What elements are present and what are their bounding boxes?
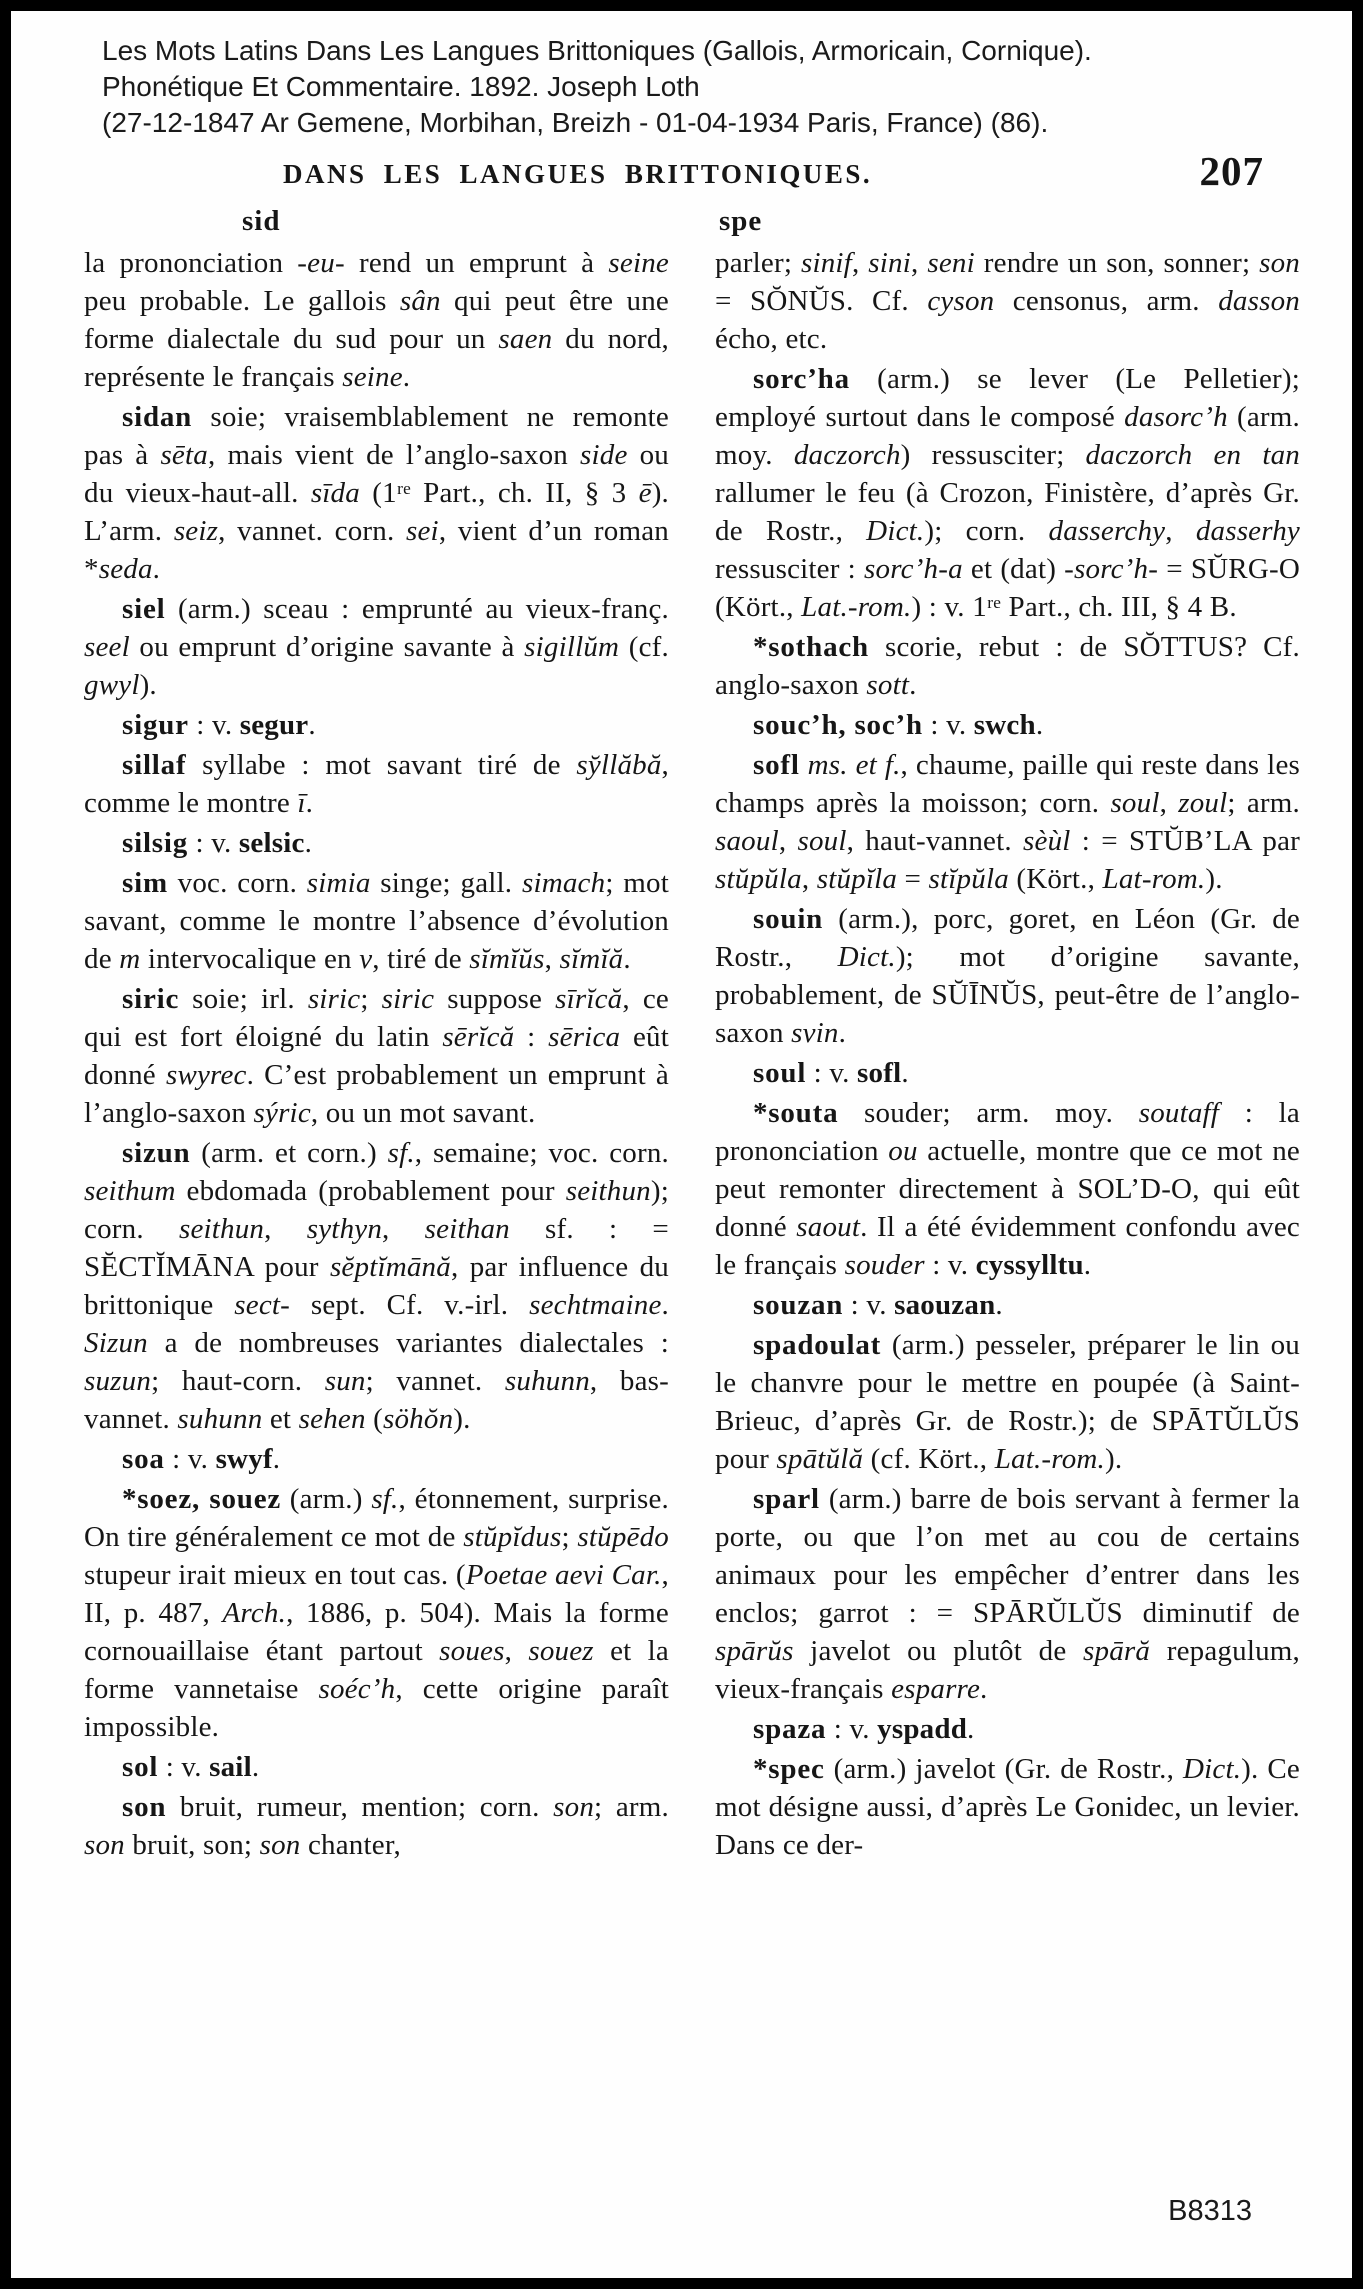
caption-line-1: Les Mots Latins Dans Les Langues Brittoniques (Gallois, Armoricain, Cornique).: [102, 35, 1092, 66]
italic-term: sei: [406, 515, 439, 547]
italic-term: seel: [84, 631, 130, 663]
entry-soez-souez: *soez, souez (arm.) sf., étonnement, surprise. On tire généralement ce mot de stŭpĭdus; stŭpēdo stupeur irait mieux en tout cas. (Poetae aevi Car., II, p. 487, Arch., 1886, p. 504). Mais la forme cornouaillaise étant partout soues, souez et la forme vannetaise soéc’h, cette origine paraît impossible.: [84, 1483, 669, 1743]
cross-reference: sail: [209, 1751, 252, 1783]
italic-term: suhunn: [504, 1365, 590, 1397]
entry-headword: *soez, souez: [122, 1483, 282, 1515]
italic-term: soéc’h: [318, 1673, 396, 1705]
italic-term: sythyn: [306, 1213, 383, 1245]
italic-term: Lat-rom.: [1102, 863, 1206, 895]
italic-term: stŭpĭdus: [463, 1521, 562, 1553]
italic-term: sīda: [310, 477, 360, 509]
italic-term: saen: [498, 323, 553, 355]
italic-term: dasserchy: [1048, 515, 1166, 547]
entry-headword: sparl: [753, 1483, 820, 1515]
entry-headword: sorc’ha: [753, 363, 850, 395]
italic-term: dasserhy: [1195, 515, 1300, 547]
entry-headword: *sothach: [753, 631, 869, 663]
entry-headword: sol: [122, 1751, 159, 1783]
italic-term: spārŭs: [715, 1635, 794, 1667]
entry-headword: sillaf: [122, 749, 187, 781]
italic-term: sýric: [253, 1097, 311, 1129]
italic-term: suzun: [84, 1365, 152, 1397]
entry-souc-h-soc-h: souc’h, soc’h : v. swch.: [753, 709, 1044, 741]
entry-headword: souzan: [753, 1289, 844, 1321]
italic-term: seithun: [565, 1175, 651, 1207]
italic-term: sf.: [371, 1483, 399, 1515]
italic-term: Poetae aevi Car.: [465, 1559, 662, 1591]
entry-headword: sidan: [122, 401, 193, 433]
italic-term: side: [580, 439, 628, 471]
entry-siel: siel (arm.) sceau : emprunté au vieux-franç. seel ou emprunt d’origine savante à sigillŭm (cf. gwyl).: [84, 593, 669, 701]
italic-term: stŭpēdo: [577, 1521, 669, 1553]
italic-term: seda: [98, 553, 153, 585]
italic-term: suhunn: [177, 1403, 263, 1435]
italic-term: seine: [342, 361, 403, 393]
italic-term: son: [259, 1829, 301, 1861]
bibliographic-caption: [11, 11, 1352, 141]
italic-term: swyrec: [165, 1059, 247, 1091]
cross-reference: selsic: [238, 827, 305, 859]
italic-term: sehen: [298, 1403, 366, 1435]
entry-headword: silsig: [122, 827, 189, 859]
italic-term: souez: [528, 1635, 594, 1667]
cross-reference: swch: [973, 709, 1036, 741]
entry-souin: souin (arm.), porc, goret, en Léon (Gr. de Rostr., Dict.); mot d’origine savante, probablement, de SŬĪNŬS, peut-être de l’anglo-saxon svin.: [715, 903, 1300, 1049]
entry-sigur: sigur : v. segur.: [122, 709, 316, 741]
italic-term: Dict.: [866, 515, 925, 547]
italic-term: gwyl: [84, 669, 140, 701]
italic-term: esparre: [891, 1673, 981, 1705]
italic-term: zoul: [1178, 787, 1228, 819]
entry-sorc-ha: sorc’ha (arm.) se lever (Le Pelletier); employé surtout dans le composé dasorc’h (arm. moy. daczorch) ressusciter; daczorch en tan rallumer le feu (à Crozon, Finistère, d’après Gr. de Rostr., Dict.); corn. dasserchy, dasserhy ressusciter : sorc’h-a et (dat) -sorc’h- = SŬRG-O (Kört., Lat.-rom.) : v. 1ʳᵉ Part., ch. III, § 4 B.: [715, 363, 1300, 623]
entry-sol: sol : v. sail.: [122, 1751, 260, 1783]
italic-term: sân: [399, 285, 441, 317]
italic-term: sērĭcă: [442, 1021, 515, 1053]
entry-headword: sigur: [122, 709, 189, 741]
entry-silsig: silsig : v. selsic.: [122, 827, 313, 859]
cross-reference: sofl: [857, 1057, 902, 1089]
italic-term: sy̆llăbă: [576, 749, 662, 781]
italic-term: soul: [1110, 787, 1160, 819]
italic-term: sect-: [234, 1289, 291, 1321]
entry-headword: soa: [122, 1443, 165, 1475]
italic-term: sechtmaine: [529, 1289, 662, 1321]
italic-term: svin: [791, 1017, 839, 1049]
entry-soa: soa : v. swyf.: [122, 1443, 281, 1475]
entry-sidan: sidan soie; vraisemblablement ne remonte pas à sēta, mais vient de l’anglo-saxon side ou du vieux-haut-all. sīda (1ʳᵉ Part., ch. II, § 3 ē). L’arm. seiz, vannet. corn. sei, vient d’un roman *seda.: [84, 401, 669, 585]
italic-term: seithum: [84, 1175, 176, 1207]
entry-sothach: *sothach scorie, rebut : de SŎTTUS? Cf. anglo-saxon sott.: [715, 631, 1300, 701]
cross-reference: swyf: [215, 1443, 273, 1475]
italic-term: söhŏn: [382, 1403, 454, 1435]
italic-term: eu: [307, 247, 335, 279]
entry-sillaf: sillaf syllabe : mot savant tiré de sy̆llăbă, comme le montre ī.: [84, 749, 669, 819]
entry-headword: sofl: [753, 749, 800, 781]
italic-term: souder: [844, 1249, 925, 1281]
italic-term: sĕptĭmānă: [329, 1251, 451, 1283]
italic-term: Sizun: [84, 1327, 148, 1359]
italic-term: sīrĭcă: [555, 983, 623, 1015]
italic-term: sf.: [387, 1137, 415, 1169]
italic-term: sun: [324, 1365, 366, 1397]
italic-term: siric: [307, 983, 361, 1015]
entry-soul: soul : v. sofl.: [753, 1057, 909, 1089]
italic-term: sērica: [548, 1021, 621, 1053]
italic-term: soul: [797, 825, 847, 857]
continuation-paragraph: parler; sinif, sini, seni rendre un son, sonner; son = SŎNŬS. Cf. cyson censonus, arm. dasson écho, etc.: [715, 247, 1301, 355]
entry-sparl: sparl (arm.) barre de bois servant à fermer la porte, ou que l’on met au cou de certains animaux pour les empêcher d’entrer dans les enclos; garrot : = SPĀRŬLŬS diminutif de spārŭs javelot ou plutôt de spāră repagulum, vieux-français esparre.: [715, 1483, 1300, 1705]
italic-term: saoul: [715, 825, 779, 857]
entry-headword: soul: [753, 1057, 807, 1089]
italic-term: Dict.: [837, 941, 896, 973]
entry-spadoulat: spadoulat (arm.) pesseler, préparer le lin ou le chanvre pour le mettre en poupée (à Saint-Brieuc, d’après Gr. de Rostr.); de SPĀTŬLŬS pour spātŭlă (cf. Kört., Lat.-rom.).: [715, 1329, 1300, 1475]
italic-term: soutaff: [1138, 1097, 1220, 1129]
italic-term: stŭpĭla: [816, 863, 898, 895]
entry-headword: siric: [122, 983, 180, 1015]
page-header: [11, 147, 1352, 203]
italic-term: daczorch: [793, 439, 901, 471]
italic-term: dasson: [1218, 285, 1300, 317]
italic-term: simia: [306, 867, 371, 899]
italic-term: ms. et f.: [807, 749, 901, 781]
italic-term: ī: [297, 787, 306, 819]
entry-headword: *spec: [753, 1753, 825, 1785]
italic-term: simach: [521, 867, 606, 899]
italic-term: son: [1259, 247, 1301, 279]
footer-code: B8313: [1168, 2195, 1252, 2227]
italic-term: sott: [866, 669, 910, 701]
right-column: [715, 203, 1300, 1866]
italic-term: cyson: [927, 285, 995, 317]
entry-sofl: sofl ms. et f., chaume, paille qui reste dans les champs après la moisson; corn. soul, zoul; arm. saoul, soul, haut-vannet. sèùl : = STŬB’LA par stŭpŭla, stŭpĭla = stĭpŭla (Kört., Lat-rom.).: [715, 749, 1301, 895]
entry-headword: spadoulat: [753, 1329, 882, 1361]
entry-siric: siric soie; irl. siric; siric suppose sīrĭcă, ce qui est fort éloigné du latin sērĭcă : sērica eût donné swyrec. C’est probablement un emprunt à l’anglo-saxon sýric, ou un mot savant.: [84, 983, 669, 1129]
italic-term: stĭpŭla: [928, 863, 1009, 895]
left-column-entries: [84, 244, 669, 1864]
running-title: DANS LES LANGUES BRITTONIQUES.: [283, 159, 873, 189]
entry-souzan: souzan : v. saouzan.: [753, 1289, 1003, 1321]
italic-term: daczorch en tan: [1085, 439, 1300, 471]
italic-term: seni: [927, 247, 975, 279]
italic-term: seiz: [173, 515, 219, 547]
italic-term: dasorc’h: [1124, 401, 1228, 433]
italic-term: sèùl: [1023, 825, 1071, 857]
cross-reference: saouzan: [894, 1289, 996, 1321]
italic-term: Lat.-rom.: [801, 591, 912, 623]
italic-term: sini: [868, 247, 911, 279]
entry-headword: siel: [122, 593, 166, 625]
guide-word-left: sid: [242, 205, 281, 237]
cross-reference: yspadd: [877, 1713, 968, 1745]
page-number: 207: [1199, 148, 1264, 194]
entry-headword: *souta: [753, 1097, 839, 1129]
italic-term: sēta: [160, 439, 208, 471]
italic-term: Arch.: [222, 1597, 287, 1629]
italic-term: sĭmĭŭs: [469, 943, 545, 975]
entry-spec: *spec (arm.) javelot (Gr. de Rostr., Dict.). Ce mot désigne aussi, d’après Le Gonidec, un levier. Dans ce der-: [715, 1753, 1300, 1861]
italic-term: saout: [796, 1211, 861, 1243]
italic-term: seine: [608, 247, 670, 279]
entry-sizun: sizun (arm. et corn.) sf., semaine; voc. corn. seithum ebdomada (probablement pour seithun); corn. seithun, sythyn, seithan sf. : = SĔCTĬMĀNA pour sĕptĭmānă, par influence du brittonique sect- sept. Cf. v.-irl. sechtmaine. Sizun a de nombreuses variantes dialectales : suzun; haut-corn. sun; vannet. suhunn, bas-vannet. suhunn et sehen (söhŏn).: [84, 1137, 670, 1435]
cross-reference: cyssylltu: [975, 1249, 1084, 1281]
italic-term: son: [84, 1829, 125, 1861]
entry-sim: sim voc. corn. simia singe; gall. simach; mot savant, comme le montre l’absence d’évolution de m intervocalique en v, tiré de sĭmĭŭs, sĭmĭă.: [84, 867, 669, 975]
entry-son: son bruit, rumeur, mention; corn. son; arm. son bruit, son; son chanter,: [84, 1791, 669, 1861]
italic-term: stŭpŭla: [715, 863, 802, 895]
italic-term: seithun: [178, 1213, 265, 1245]
italic-term: siric: [381, 983, 435, 1015]
italic-term: sorc’h-a: [864, 553, 963, 585]
italic-term: ē: [638, 477, 652, 509]
italic-term: sĭmĭă: [559, 943, 624, 975]
entry-spaza: spaza : v. yspadd.: [753, 1713, 975, 1745]
italic-term: v: [359, 943, 373, 975]
italic-term: sinif: [800, 247, 852, 279]
italic-term: sigillŭm: [524, 631, 620, 663]
italic-term: sorc’h-: [1074, 553, 1159, 585]
entry-headword: souc’h, soc’h: [753, 709, 923, 741]
entry-headword: son: [122, 1791, 167, 1823]
continuation-paragraph: la prononciation -eu- rend un emprunt à seine peu probable. Le gallois sân qui peut être une forme dialectale du sud pour un saen du nord, représente le français seine.: [84, 247, 670, 393]
entry-headword: spaza: [753, 1713, 827, 1745]
caption-line-2: Phonétique Et Commentaire. 1892. Joseph Loth: [102, 71, 700, 102]
entry-souta: *souta souder; arm. moy. soutaff : la prononciation ou actuelle, montre que ce mot ne peut remonter directement à SOL’D-O, qui eût donné saout. Il a été évidemment confondu avec le français souder : v. cyssylltu.: [715, 1097, 1300, 1281]
italic-term: soues: [439, 1635, 505, 1667]
italic-term: ou: [888, 1135, 918, 1167]
italic-term: seithan: [424, 1213, 510, 1245]
left-column: [84, 203, 669, 1866]
caption-line-3: (27-12-1847 Ar Gemene, Morbihan, Breizh - 01-04-1934 Paris, France) (86).: [102, 107, 1049, 138]
italic-term: Lat.-rom.: [994, 1443, 1105, 1475]
italic-term: Dict.: [1182, 1753, 1242, 1785]
dictionary-columns: [11, 203, 1352, 1866]
entry-headword: sim: [122, 867, 168, 899]
guide-word-right: spe: [719, 205, 763, 237]
italic-term: spātŭlă: [776, 1443, 864, 1475]
entry-headword: souin: [753, 903, 824, 935]
right-column-entries: [715, 244, 1300, 1864]
italic-term: m: [119, 943, 141, 975]
cross-reference: segur: [239, 709, 309, 741]
entry-headword: sizun: [122, 1137, 191, 1169]
italic-term: spāră: [1083, 1635, 1151, 1667]
italic-term: son: [553, 1791, 595, 1823]
